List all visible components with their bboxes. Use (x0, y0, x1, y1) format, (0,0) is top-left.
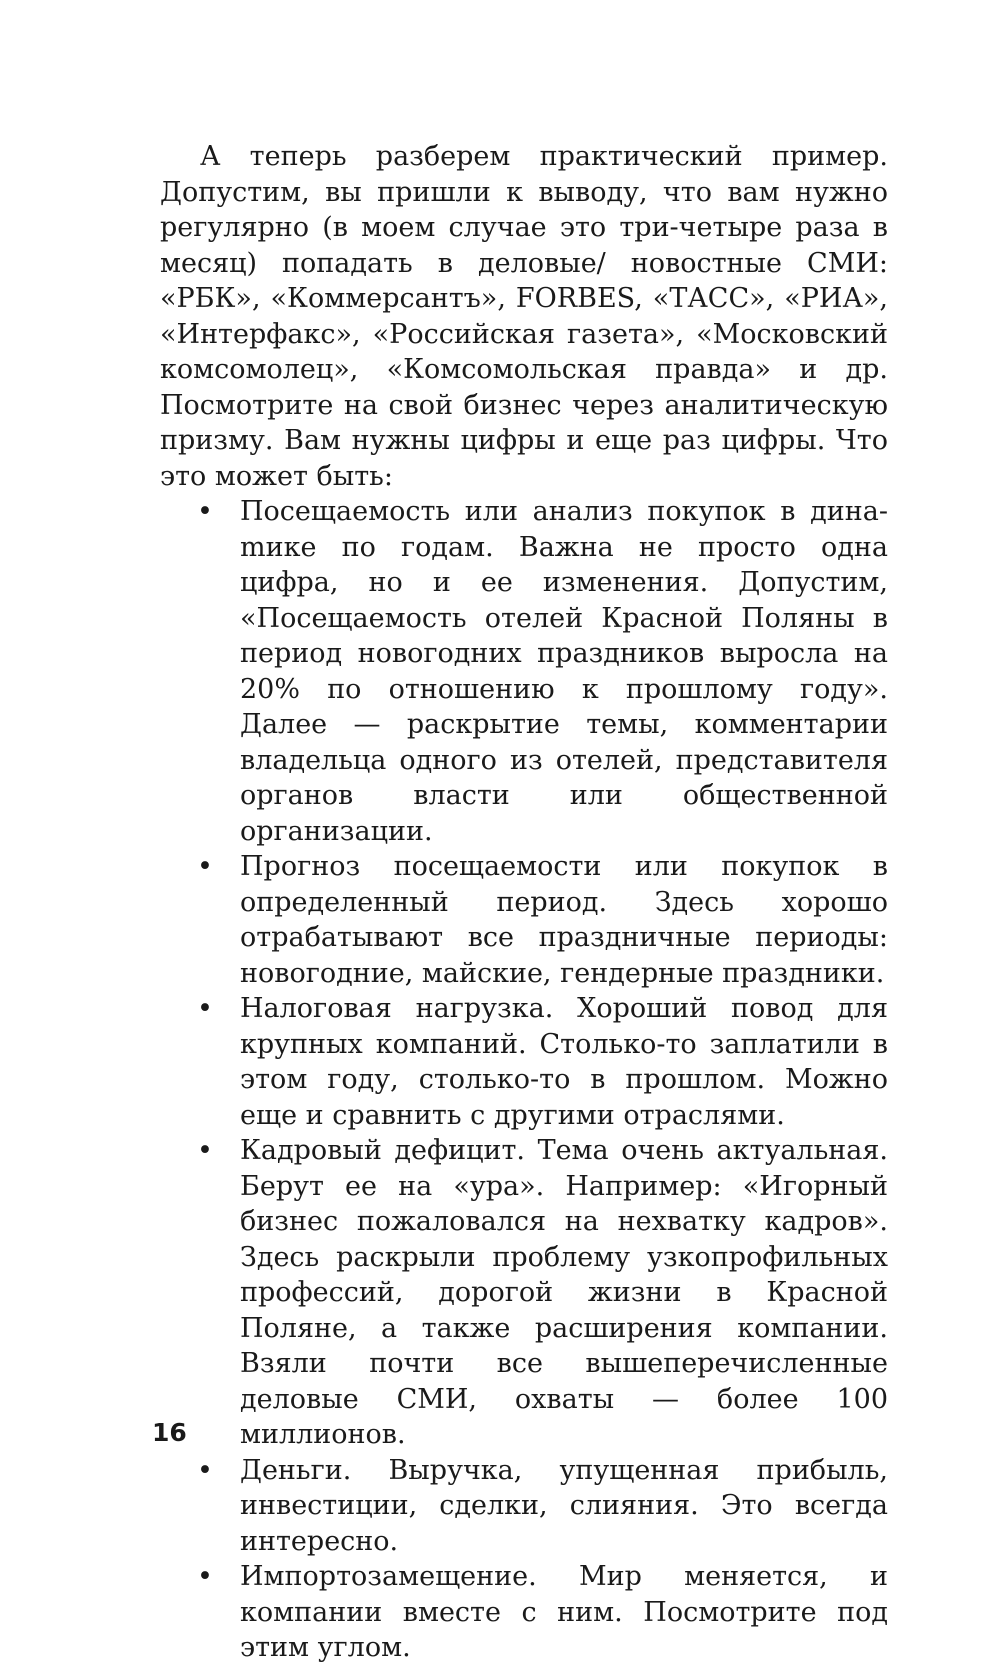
list-item-text: Деньги. Выручка, упущенная прибыль, инвестиции, сделки, слияния. Это всегда интересно. (240, 1454, 888, 1557)
list-item (160, 849, 888, 991)
list-item (160, 494, 888, 849)
bullet-icon: • (197, 1561, 213, 1592)
bullet-icon: • (197, 851, 213, 882)
list-item (160, 1453, 888, 1560)
bullet-list (160, 494, 888, 1666)
body-text (160, 139, 888, 1666)
list-item-text: Посещаемость или анализ покупок в динаmике по годам. Важна не просто одна цифра, но и ее изменения. Допустим, «Посещаемость отелей Красной Поляны в период новогодних праздников выросла на 20% по отношению к прошлому году». Далее — раскрытие темы, комментарии владельца одного из отелей, представителя органов власти или общественной организации. (240, 496, 888, 847)
page-number: 16 (152, 1418, 187, 1447)
intro-paragraph: А теперь разберем практический пример. Допустим, вы пришли к выводу, что вам нужно регулярно (в моем случае это три-четыре раза в месяц) попадать в деловые/ новостные СМИ: «РБК», «Коммерсантъ», FORBES, «ТАСС», «РИА», «Интерфакс», «Российская газета», «Московский комсомолец», «Комсомольская правда» и др. Посмотрите на свой бизнес через аналитическую призму. Вам нужны цифры и еще раз цифры. Что это может быть: (160, 141, 888, 492)
list-item (160, 1559, 888, 1666)
list-item-text: Кадровый дефицит. Тема очень актуальная. Берут ее на «ура». Например: «Игорный бизнес пожаловался на нехватку кадров». Здесь раскрыли проблему узкопрофильных профессий, дорогой жизни в Красной Поляне, а также расширения компании. Взяли почти все вышеперечисленные деловые СМИ, охваты — более 100 миллионов. (240, 1135, 888, 1450)
list-item-text: Прогноз посещаемости или покупок в определенный период. Здесь хорошо отрабатывают все праздничные периоды: новогодние, майские, гендерные праздники. (240, 851, 888, 989)
bullet-icon: • (197, 1454, 213, 1486)
list-item-text: Импортозамещение. Мир меняется, и компании вместе с ним. Посмотрите под этим углом. (240, 1561, 888, 1663)
bullet-icon: • (197, 496, 213, 527)
bullet-icon: • (197, 993, 213, 1024)
list-item-text: Налоговая нагрузка. Хороший повод для крупных компаний. Столько-то заплатили в этом году, столько-то в прошлом. Можно еще и сравнить с другими отраслями. (240, 993, 888, 1131)
bullet-icon: • (197, 1135, 213, 1166)
list-item (160, 991, 888, 1133)
list-item (160, 1133, 888, 1453)
